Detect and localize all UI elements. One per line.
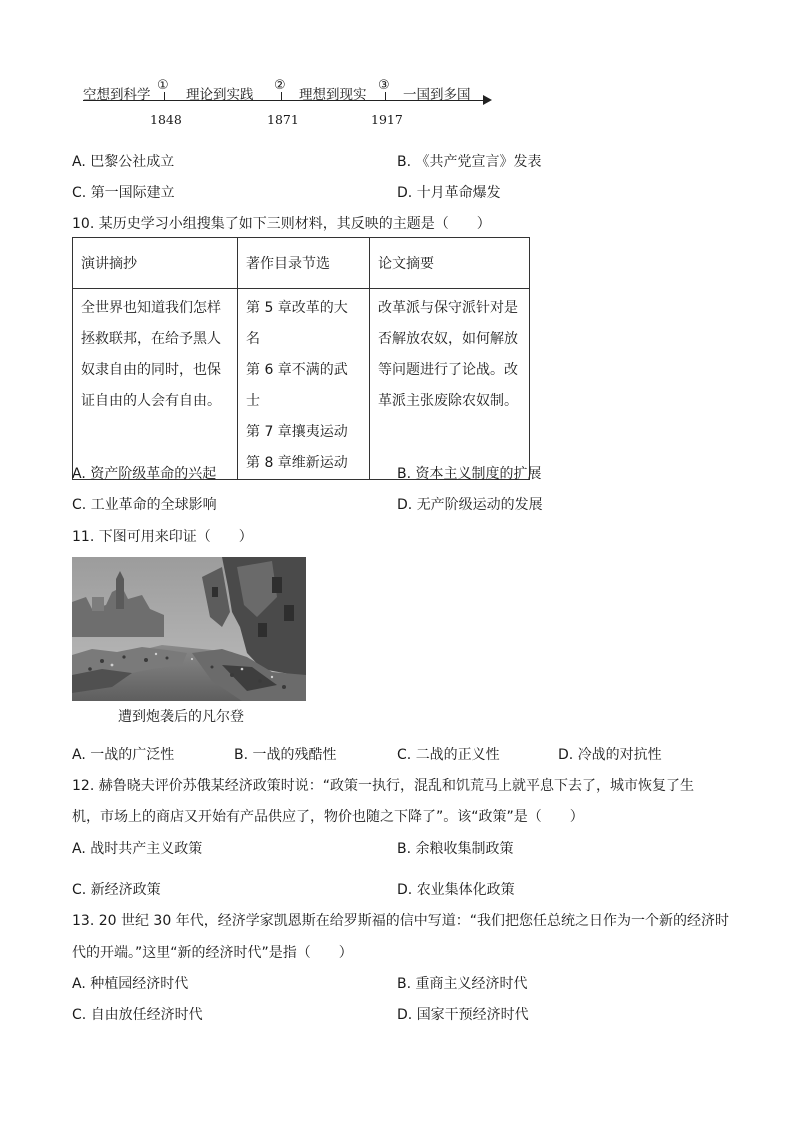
verdun-ruins-photo [72, 557, 306, 701]
table-header: 著作目录节选 [238, 238, 370, 289]
option-text: 工业革命的全球影响 [90, 497, 217, 513]
option-letter: D. [397, 185, 413, 201]
option-letter: A. [72, 976, 86, 992]
q10-option-b[interactable] [397, 463, 542, 483]
table-header: 论文摘要 [370, 238, 530, 289]
q13-option-d[interactable] [397, 1004, 529, 1024]
q11-option-d[interactable] [558, 744, 662, 764]
option-letter: A. [72, 747, 86, 763]
option-letter: B. [234, 747, 249, 763]
option-letter: A. [72, 466, 86, 482]
option-letter: B. [397, 976, 412, 992]
table-cell [73, 289, 238, 480]
option-text: 重商主义经济时代 [415, 976, 528, 992]
option-letter: D. [397, 882, 413, 898]
timeline-year: 1871 [267, 112, 299, 127]
timeline-marker: ② [274, 78, 286, 93]
option-text: 新经济政策 [90, 882, 161, 898]
q11-stem: 11. 下图可用来印证（ ） [72, 529, 253, 545]
option-text: 余粮收集制政策 [415, 841, 514, 857]
table-header: 演讲摘抄 [73, 238, 238, 289]
option-text: 一战的广泛性 [90, 747, 175, 763]
q12-option-b[interactable] [397, 838, 514, 858]
timeline-segment: 理想到现实 [299, 87, 367, 103]
q9-option-a[interactable] [72, 151, 174, 171]
option-text: 一战的残酷性 [252, 747, 337, 763]
q9-option-d[interactable] [397, 182, 501, 202]
timeline-marker: ③ [378, 78, 390, 93]
cell-line: 第 5 章改革的大名 [246, 300, 348, 347]
option-letter: D. [397, 497, 413, 513]
timeline-tick [281, 92, 282, 100]
option-text: 国家干预经济时代 [416, 1007, 529, 1023]
cell-line: 全世界也知道我们怎样 [81, 300, 221, 316]
cell-line: 拯救联邦，在给予黑人 [81, 331, 221, 347]
option-letter: B. [397, 466, 412, 482]
option-text: 巴黎公社成立 [90, 154, 175, 170]
option-text: 自由放任经济时代 [90, 1007, 203, 1023]
option-text: 农业集体化政策 [416, 882, 515, 898]
cell-line: 改革派与保守派针对是 [378, 300, 518, 316]
option-letter: A. [72, 154, 86, 170]
cell-line: 奴隶自由的同时，也保 [81, 362, 221, 378]
option-letter: C. [397, 747, 412, 763]
option-text: 二战的正义性 [415, 747, 500, 763]
q13-stem-line2: 代的开端。”这里“新的经济时代”是指（ ） [72, 945, 353, 961]
q10-material-table [72, 237, 530, 480]
q11-option-c[interactable] [397, 744, 500, 764]
option-text: 资产阶级革命的兴起 [90, 466, 217, 482]
option-text: 《共产党宣言》发表 [415, 154, 542, 170]
option-letter: B. [397, 154, 412, 170]
q9-option-b[interactable] [397, 151, 542, 171]
cell-line: 革派主张废除农奴制。 [378, 393, 518, 409]
q13-option-c[interactable] [72, 1004, 203, 1024]
q10-option-c[interactable] [72, 494, 217, 514]
option-text: 无产阶级运动的发展 [416, 497, 543, 513]
timeline-tick [164, 92, 165, 100]
q10-option-a[interactable] [72, 463, 216, 483]
option-text: 冷战的对抗性 [577, 747, 662, 763]
cell-line: 第 8 章维新运动 [246, 455, 348, 471]
option-letter: C. [72, 497, 87, 513]
timeline-diagram [78, 74, 498, 134]
table-cell [370, 289, 530, 480]
option-letter: C. [72, 185, 87, 201]
arrow-right-icon [483, 95, 492, 105]
option-text: 十月革命爆发 [416, 185, 501, 201]
option-text: 第一国际建立 [90, 185, 175, 201]
q12-stem-line2: 机，市场上的商店又开始有产品供应了，物价也随之下降了”。该“政策”是（ ） [72, 809, 584, 825]
option-letter: C. [72, 882, 87, 898]
option-letter: D. [558, 747, 574, 763]
q10-option-d[interactable] [397, 494, 543, 514]
option-letter: D. [397, 1007, 413, 1023]
q10-stem: 10. 某历史学习小组搜集了如下三则材料，其反映的主题是（ ） [72, 216, 491, 232]
q9-option-c[interactable] [72, 182, 175, 202]
q12-option-a[interactable] [72, 838, 202, 858]
cell-line: 等问题进行了论战。改 [378, 362, 518, 378]
table-cell [238, 289, 370, 480]
cell-line: 第 7 章攘夷运动 [246, 424, 348, 440]
cell-line: 证自由的人会有自由。 [81, 393, 221, 409]
timeline-segment: 理论到实践 [186, 87, 254, 103]
q13-stem-line1: 13. 20 世纪 30 年代，经济学家凯恩斯在给罗斯福的信中写道：“我们把您任总统之日作为一个新的经济时 [72, 913, 729, 929]
option-letter: B. [397, 841, 412, 857]
cell-line: 否解放农奴，如何解放 [378, 331, 518, 347]
option-text: 种植园经济时代 [90, 976, 189, 992]
q13-option-a[interactable] [72, 973, 188, 993]
q12-option-d[interactable] [397, 879, 515, 899]
timeline-segment: 空想到科学 [83, 87, 151, 103]
q13-option-b[interactable] [397, 973, 528, 993]
q12-option-c[interactable] [72, 879, 161, 899]
option-text: 战时共产主义政策 [90, 841, 203, 857]
timeline-year: 1917 [371, 112, 403, 127]
option-letter: A. [72, 841, 86, 857]
timeline-marker: ① [157, 78, 169, 93]
timeline-tick [385, 92, 386, 100]
cell-line: 第 6 章不满的武士 [246, 362, 348, 409]
q11-option-b[interactable] [234, 744, 337, 764]
option-text: 资本主义制度的扩展 [415, 466, 542, 482]
timeline-year: 1848 [150, 112, 182, 127]
photo-caption: 遭到炮袭后的凡尔登 [118, 709, 244, 725]
option-letter: C. [72, 1007, 87, 1023]
q12-stem-line1: 12. 赫鲁晓夫评价苏俄某经济政策时说：“政策一执行，混乱和饥荒马上就平息下去了，城市恢复了生 [72, 778, 694, 794]
q11-option-a[interactable] [72, 744, 174, 764]
timeline-segment: 一国到多国 [403, 87, 471, 103]
